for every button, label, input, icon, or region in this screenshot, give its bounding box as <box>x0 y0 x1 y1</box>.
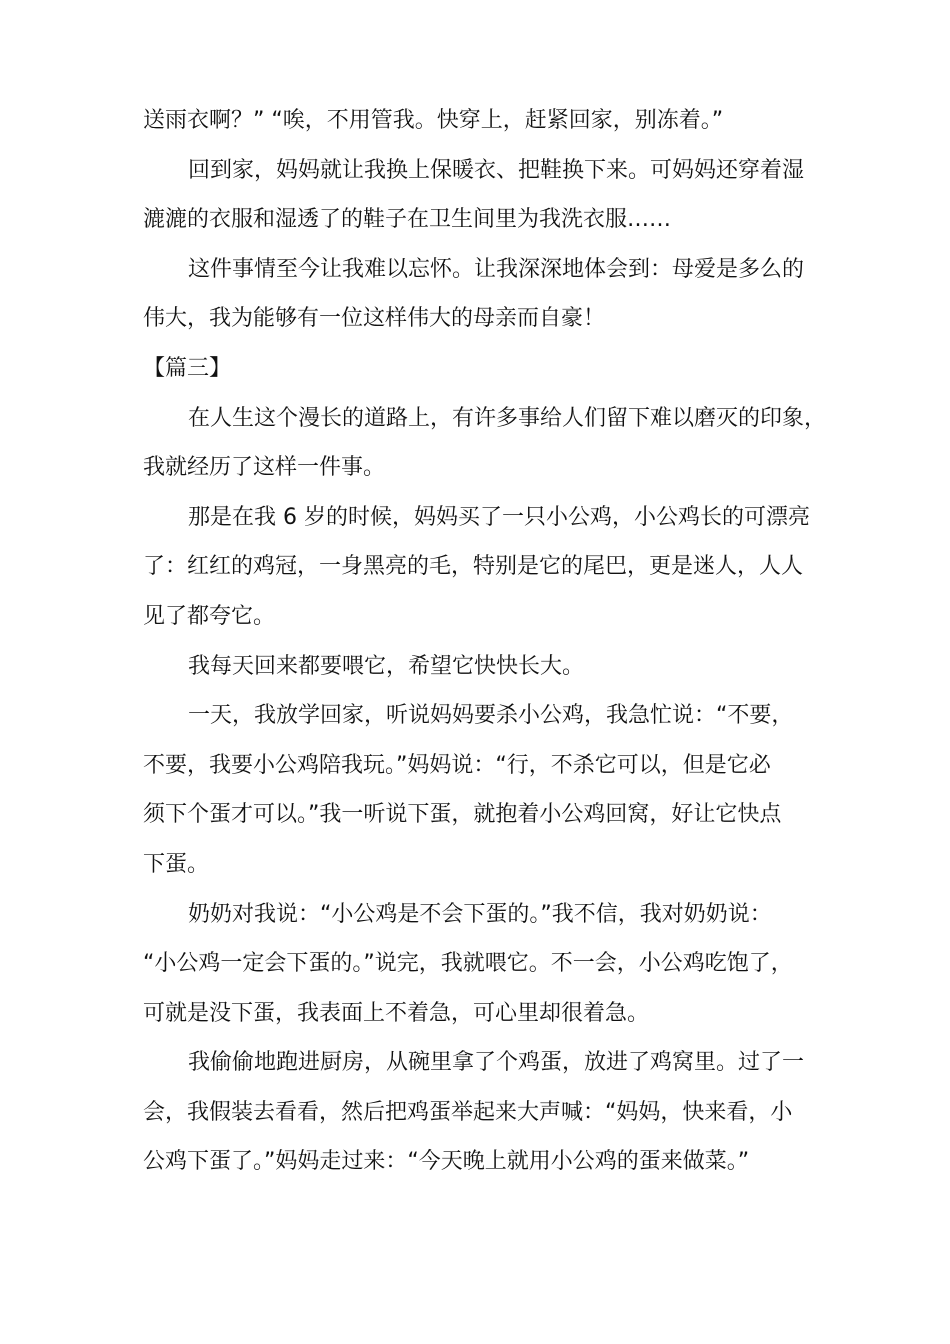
text-line: “小公鸡一定会下蛋的。”说完，我就喂它。不一会，小公鸡吃饱了， <box>143 951 793 977</box>
document-body <box>143 96 833 1187</box>
text-line: 须下个蛋才可以。”我一听说下蛋，就抱着小公鸡回窝，好让它快点 <box>143 802 782 828</box>
text-line: 漉漉的衣服和湿透了的鞋子在卫生间里为我洗衣服…… <box>143 207 672 233</box>
text-line: 一天，我放学回家，听说妈妈要杀小公鸡，我急忙说：“不要， <box>188 703 794 729</box>
text-line: 我偷偷地跑进厨房，从碗里拿了个鸡蛋，放进了鸡窝里。过了一 <box>188 1050 805 1076</box>
text-line: 公鸡下蛋了。”妈妈走过来：“今天晚上就用小公鸡的蛋来做菜。” <box>143 1149 750 1175</box>
text-line: 我每天回来都要喂它，希望它快快长大。 <box>188 653 585 679</box>
text-line: 了：红红的鸡冠，一身黑亮的毛，特别是它的尾巴，更是迷人，人人 <box>143 554 804 580</box>
text-line: 伟大，我为能够有一位这样伟大的母亲而自豪！ <box>143 306 606 332</box>
text-line: 下蛋。 <box>143 851 210 877</box>
text-line: 我就经历了这样一件事。 <box>143 455 386 481</box>
text-line: 会，我假装去看看，然后把鸡蛋举起来大声喊：“妈妈，快来看，小 <box>143 1099 793 1125</box>
text-line: 这件事情至今让我难以忘怀。让我深深地体会到：母爱是多么的 <box>188 256 805 282</box>
text-line: 送雨衣啊？” “唉，不用管我。快穿上，赶紧回家，别冻着。” <box>143 108 724 133</box>
text-line: 那是在我 6 岁的时候，妈妈买了一只小公鸡，小公鸡长的可漂亮 <box>188 504 810 530</box>
text-line: 见了都夸它。 <box>143 603 276 629</box>
text-line: 不要，我要小公鸡陪我玩。”妈妈说：“行，不杀它可以，但是它必 <box>143 752 771 778</box>
text-line: 在人生这个漫长的道路上，有许多事给人们留下难以磨灭的印象， <box>188 405 827 431</box>
section-heading: 【篇三】 <box>143 355 232 381</box>
text-line: 可就是没下蛋，我表面上不着急，可心里却很着急。 <box>143 1000 650 1026</box>
text-line: 回到家，妈妈就让我换上保暖衣、把鞋换下来。可妈妈还穿着湿 <box>188 157 805 183</box>
text-line: 奶奶对我说：“小公鸡是不会下蛋的。”我不信，我对奶奶说： <box>188 901 772 927</box>
